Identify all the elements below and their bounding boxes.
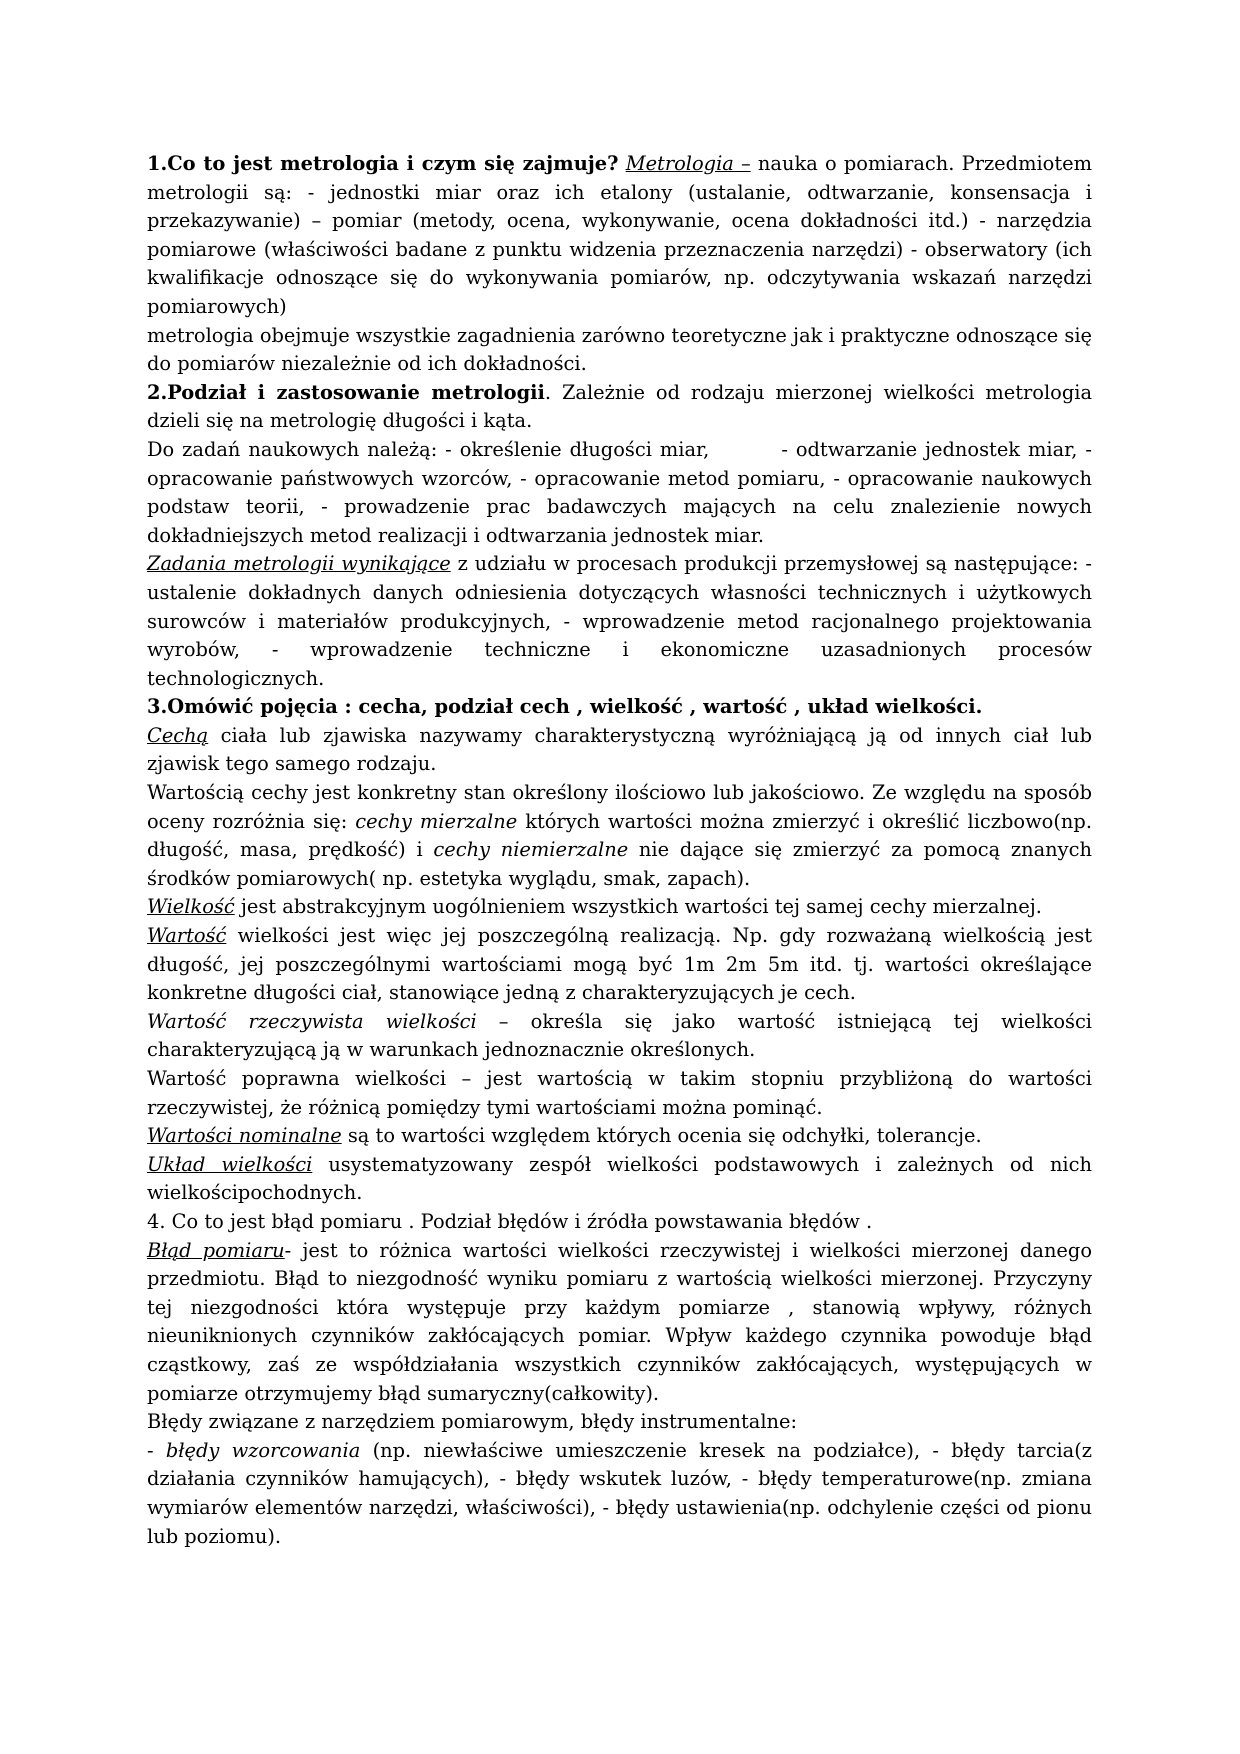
paragraph-metrology-division	[147, 379, 1092, 436]
term-wartosc: Wartość	[147, 924, 227, 948]
paragraph-blad-pomiaru	[147, 1237, 1092, 1409]
document-page	[147, 150, 1092, 1551]
paragraph-text: (np. niewłaściwe umieszczenie kresek na podziałce), - błędy tarcia(z działania czynników hamujących), - błędy wskutek luzów, - błędy temperaturowe(np. zmiana wymiarów elementów narzędzi, właściwości), - błędy ustawienia(np. odchylenie części od pionu lub poziomu).	[147, 1438, 1093, 1548]
paragraph-text: usystematyzowany zespół wielkości podstawowych i zależnych od nich wielkościpochodnych.	[147, 1152, 1092, 1205]
paragraph-wielkosc	[147, 893, 1092, 922]
paragraph-wartosc	[147, 922, 1092, 1008]
paragraph-text: - odtwarzanie jednostek miar, - opracowanie państwowych wzorców, - opracowanie metod pomiaru, - opracowanie naukowych podstaw teorii, - prowadzenie prac badawczych mających na celu znalezienie nowych dokładniejszych metod realizacji i odtwarzania jednostek miar.	[147, 437, 1092, 547]
paragraph-text: nauka o pomiarach. Przedmiotem metrologii są: - jednostki miar oraz ich etalony (ustalanie, odtwarzanie, konsensacja i przekazywanie) – pomiar (metody, ocena, wykonywanie, ocena dokładności itd.) - narzędzia pomiarowe (właściwości badane z punktu widzenia przeznaczenia narzędzi) - obserwatory (ich kwalifikacje odnoszące się do wykonywania pomiarów, np. odczytywania wskazań narzędzi pomiarowych)	[147, 152, 1092, 318]
question-4-heading: 4. Co to jest błąd pomiaru . Podział błędów i źródła powstawania błędów .	[147, 1209, 873, 1233]
paragraph-text: – określa się jako wartość istniejącą tej wielkości charakteryzującą ją w warunkach jednoznacznie określonych.	[147, 1009, 1093, 1062]
paragraph-text: - jest to różnica wartości wielkości rzeczywistej i wielkości mierzonej danego przedmiotu. Błąd to niezgodność wyniku pomiaru z wartością wielkości mierzonej. Przyczyny tej niezgodności która występuje przy każdym pomiarze , stanowią wpływy, różnych nieuniknionych czynników zakłócających pomiar. Wpływ każdego czynnika powoduje błąd cząstkowy, zaś ze współdziałania wszystkich czynników zakłócających, występujących w pomiarze otrzymujemy błąd sumaryczny(całkowity).	[147, 1238, 1092, 1405]
question-1-heading: 1.Co to jest metrologia i czym się zajmuje?	[147, 152, 619, 175]
paragraph-instrumental-errors-list	[147, 1437, 1092, 1551]
paragraph-wartosc-poprawna: Wartość poprawna wielkości – jest wartością w takim stopniu przybliżoną do wartości rzeczywistej, że różnicą pomiędzy tymi wartościami można pominąć.	[147, 1067, 1092, 1119]
term-zadania-metrologii: Zadania metrologii wynikające	[147, 552, 451, 576]
paragraph-text: są to wartości względem których ocenia się odchyłki, tolerancje.	[341, 1124, 982, 1148]
term-cechy-niemierzalne: cechy niemierzalne	[433, 838, 629, 862]
paragraph-uklad-wielkosci	[147, 1151, 1092, 1208]
paragraph-text: -	[147, 1438, 166, 1462]
paragraph-text: nie dające się zmierzyć za pomocą znanych środków pomiarowych( np. estetyka wyglądu, smak, zapach).	[147, 838, 1092, 890]
term-wartosc-rzeczywista: Wartość rzeczywista wielkości	[147, 1009, 477, 1033]
term-uklad-wielkosci: Układ wielkości	[147, 1152, 313, 1176]
term-wielkosc: Wielkość	[147, 895, 235, 919]
term-bledy-wzorcowania: błędy wzorcowania	[165, 1438, 361, 1462]
term-wartosci-nominalne: Wartości nominalne	[147, 1124, 342, 1148]
term-blad-pomiaru: Błąd pomiaru	[147, 1238, 285, 1262]
paragraph-metrology-definition	[147, 150, 1092, 322]
paragraph-text: . Zależnie od rodzaju mierzonej wielkości metrologia dzieli się na metrologię długości i kąta.	[147, 380, 1093, 433]
paragraph-instrumental-errors-intro: Błędy związane z narzędziem pomiarowym, błędy instrumentalne:	[147, 1410, 798, 1434]
paragraph-wartosc-rzeczywista	[147, 1008, 1092, 1065]
term-cechy-mierzalne: cechy mierzalne	[355, 809, 518, 833]
paragraph-industrial-tasks	[147, 550, 1092, 693]
paragraph-metrology-scope: metrologia obejmuje wszystkie zagadnienia zarówno teoretyczne jak i praktyczne odnoszące się do pomiarów niezależnie od ich dokładności.	[147, 323, 1092, 376]
term-metrologia: Metrologia –	[625, 152, 751, 175]
paragraph-text: z udziału w procesach produkcji przemysłowej są następujące: - ustalenie dokładnych danych odniesienia dotyczących własności technicznych i użytkowych surowców i materiałów produkcyjnych, - wprowadzenie metod racjonalnego projektowania wyrobów, - wprowadzenie techniczne i ekonomiczne uzasadnionych procesów technologicznych.	[147, 552, 1092, 690]
paragraph-text: Wartością cechy jest konkretny stan określony ilościowo lub jakościowo. Ze względu na sposób oceny rozróżnia się:	[147, 781, 1092, 833]
paragraph-cecha	[147, 722, 1092, 779]
question-3-heading: 3.Omówić pojęcia : cecha, podział cech , wielkość , wartość , układ wielkości.	[147, 695, 983, 719]
paragraph-text: jest abstrakcyjnym uogólnieniem wszystkich wartości tej samej cechy mierzalnej.	[234, 895, 1042, 919]
paragraph-text: których wartości można zmierzyć i określić liczbowo(np. długość, masa, prędkość) i	[147, 809, 1092, 862]
paragraph-scientific-tasks	[147, 436, 1092, 550]
paragraph-wartosci-nominalne	[147, 1122, 1092, 1151]
paragraph-text: wielkości jest więc jej poszczególną realizacją. Np. gdy rozważaną wielkością jest długość, jej poszczególnymi wartościami mogą być 1m 2m 5m itd. tj. wartości określające konkretne długości ciał, stanowiące jedną z charakteryzujących je cech.	[147, 924, 1092, 1005]
term-cecha: Cechą	[147, 723, 209, 747]
paragraph-text: ciała lub zjawiska nazywamy charakterystyczną wyróżniającą ją od innych ciał lub zjawisk tego samego rodzaju.	[147, 723, 1092, 776]
paragraph-text: Do zadań naukowych należą: - określenie długości miar,	[147, 437, 710, 461]
question-2-heading: 2.Podział i zastosowanie metrologii	[147, 380, 545, 404]
paragraph-cecha-value	[147, 779, 1092, 893]
